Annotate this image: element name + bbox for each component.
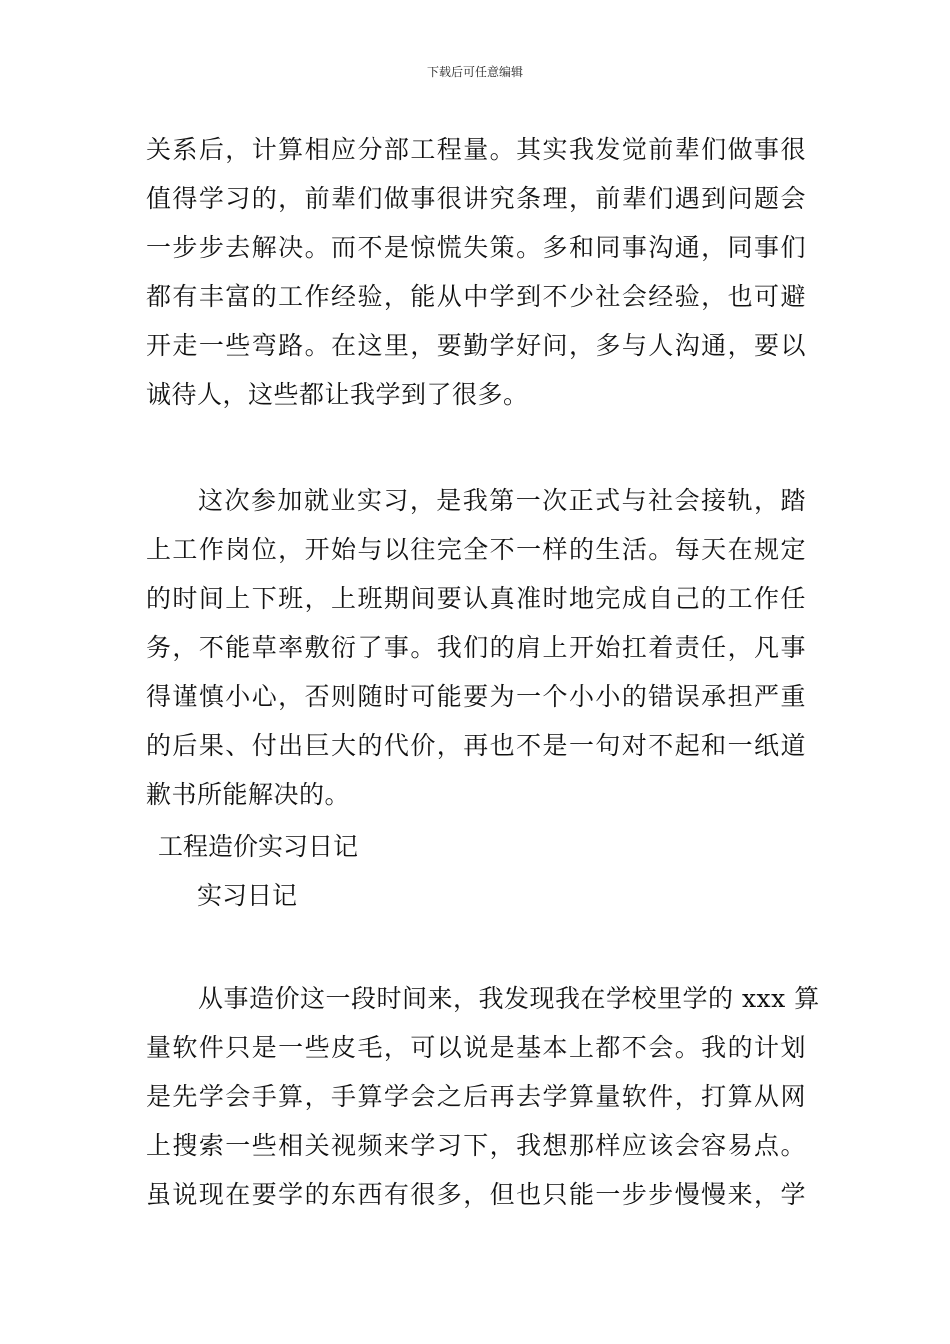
paragraph-3 [146, 974, 820, 1219]
text-line: 诚待人，这些都让我学到了很多。 [146, 380, 529, 409]
text-line: 的后果、付出巨大的代价，再也不是一句对不起和一纸道 [146, 731, 806, 760]
text-line: 量软件只是一些皮毛，可以说是基本上都不会。我的计划 [146, 1033, 806, 1062]
section-subtitle: 实习日记 [197, 881, 298, 910]
text-line: 歉书所能解决的。 [146, 780, 351, 809]
text-line: 值得学习的，前辈们做事很讲究条理，前辈们遇到问题会 [146, 184, 806, 213]
paragraph-1 [146, 125, 806, 419]
text-line: 得谨慎小心，否则随时可能要为一个小小的错误承担严重 [146, 682, 806, 711]
text-line: 上搜索一些相关视频来学习下，我想那样应该会容易点。 [146, 1131, 806, 1160]
text-line: 关系后，计算相应分部工程量。其实我发觉前辈们做事很 [146, 135, 806, 164]
section-title: 工程造价实习日记 [158, 832, 359, 861]
text-line: 开走一些弯路。在这里，要勤学好问，多与人沟通，要以 [146, 331, 806, 360]
text-line: 虽说现在要学的东西有很多，但也只能一步步慢慢来，学 [146, 1180, 806, 1209]
text-line: 上工作岗位，开始与以往完全不一样的生活。每天在规定 [146, 535, 806, 564]
text-line: 的时间上下班，上班期间要认真准时地完成自己的工作任 [146, 584, 806, 613]
text-line: 都有丰富的工作经验，能从中学到不少社会经验，也可避 [146, 282, 806, 311]
text-line: 务，不能草率敷衍了事。我们的肩上开始扛着责任，凡事 [146, 633, 806, 662]
text-line: 从事造价这一段时间来，我发现我在学校里学的 xxx 算 [198, 984, 820, 1013]
text-line: 是先学会手算，手算学会之后再去学算量软件，打算从网 [146, 1082, 806, 1111]
text-line: 一步步去解决。而不是惊慌失策。多和同事沟通，同事们 [146, 233, 806, 262]
page-header: 下载后可任意编辑 [426, 65, 523, 79]
paragraph-2 [146, 476, 806, 819]
text-line: 这次参加就业实习，是我第一次正式与社会接轨，踏 [198, 486, 806, 515]
